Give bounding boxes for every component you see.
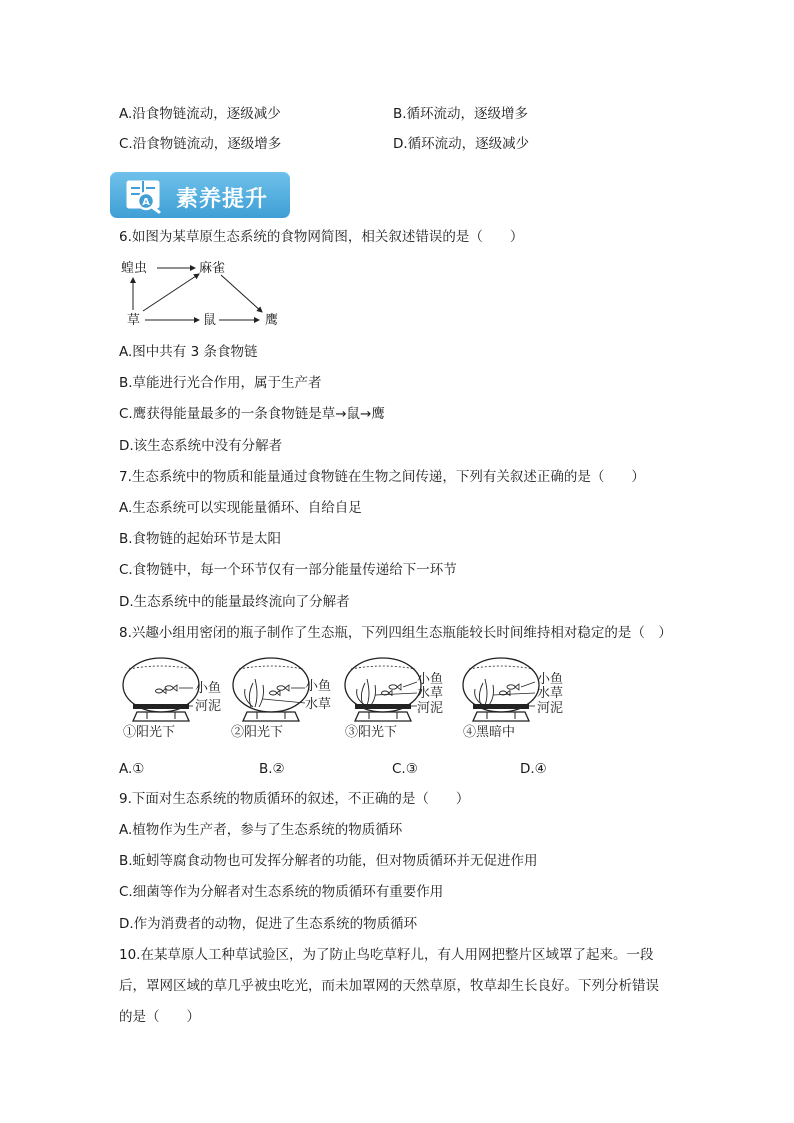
node-grass: 草 [127, 313, 141, 328]
fish-icon [277, 685, 289, 691]
q5-option-c: C.沿食物链流动，逐级增多 [119, 136, 282, 152]
q6-option-b: B.草能进行光合作用，属于生产者 [119, 375, 322, 391]
mud-layer [355, 704, 411, 709]
mud-layer [473, 704, 529, 709]
node-locust: 蝗虫 [121, 261, 148, 276]
q6-stem: 6.如图为某草原生态系统的食物网简图，相关叙述错误的是（ ） [119, 229, 524, 245]
fish-icon [270, 691, 281, 696]
bottle-4 [459, 655, 544, 723]
q7-option-a: A.生态系统可以实现能量循环、自给自足 [119, 500, 362, 516]
arrow-grass-sparrow [143, 274, 199, 311]
arrow-sparrow-eagle [221, 275, 262, 312]
bottle-1-label-fish: 小鱼 [195, 681, 222, 696]
mud-layer [133, 704, 189, 709]
bottle-3-label-fish: 小鱼 [417, 672, 444, 687]
bottle-2 [229, 655, 314, 723]
q10-line-3: 的是（ ） [119, 1009, 200, 1025]
bottle-1-caption: ①阳光下 [123, 725, 176, 740]
bottle-2-caption: ②阳光下 [231, 725, 284, 740]
waterweed-icon [475, 679, 494, 705]
node-eagle: 鹰 [265, 313, 279, 328]
q6-option-c: C.鹰获得能量最多的一条食物链是草→鼠→鹰 [119, 406, 385, 422]
q9-option-d: D.作为消费者的动物，促进了生态系统的物质循环 [119, 916, 418, 932]
q9-stem: 9.下面对生态系统的物质循环的叙述，不正确的是（ ） [119, 791, 470, 807]
q8-stem: 8.兴趣小组用密闭的瓶子制作了生态瓶，下列四组生态瓶能较长时间维持相对稳定的是（ ） [119, 625, 672, 641]
q7-option-d: D.生态系统中的能量最终流向了分解者 [119, 594, 350, 610]
bottle-3-label-weed: 水草 [417, 686, 444, 701]
bottle-1 [119, 655, 204, 723]
q5-option-b: B.循环流动，逐级增多 [393, 106, 529, 122]
bottle-3-label-mud: 河泥 [417, 701, 444, 716]
q7-option-b: B.食物链的起始环节是太阳 [119, 531, 282, 547]
q9-option-c: C.细菌等作为分解者对生态系统的物质循环有重要作用 [119, 884, 444, 900]
q8-option-a: A.① [119, 761, 145, 777]
banner-title: 素养提升 [176, 187, 269, 212]
q5-option-d: D.循环流动，逐级减少 [393, 136, 530, 152]
book-magnifier-icon [124, 178, 166, 214]
q8-option-d: D.④ [520, 761, 547, 777]
bottle-4-label-fish: 小鱼 [537, 672, 564, 687]
q9-option-a: A.植物作为生产者，参与了生态系统的物质循环 [119, 822, 403, 838]
waterweed-icon [357, 679, 376, 705]
q6-option-d: D.该生态系统中没有分解者 [119, 438, 283, 454]
node-sparrow: 麻雀 [199, 261, 226, 276]
icon-letter: A [142, 197, 150, 208]
bottle-2-label-fish: 小鱼 [305, 679, 332, 694]
eco-bottles-figure [119, 655, 579, 745]
q8-option-b: B.② [259, 761, 285, 777]
fish-icon [165, 685, 177, 691]
food-web-diagram [119, 258, 299, 330]
waterweed-icon [245, 679, 264, 707]
q8-option-c: C.③ [392, 761, 418, 777]
bottle-4-caption: ④黑暗中 [463, 725, 516, 740]
q7-stem: 7.生态系统中的物质和能量通过食物链在生物之间传递，下列有关叙述正确的是（ ） [119, 469, 645, 485]
bottle-1-label-mud: 河泥 [195, 699, 222, 714]
bottle-3-caption: ③阳光下 [345, 725, 398, 740]
bottle-4-label-mud: 河泥 [537, 701, 564, 716]
q6-option-a: A.图中共有 3 条食物链 [119, 344, 258, 360]
section-banner [110, 172, 290, 218]
q7-option-c: C.食物链中，每一个环节仅有一部分能量传递给下一环节 [119, 562, 457, 578]
fish-icon [389, 684, 401, 690]
bottle-3 [341, 655, 426, 723]
fish-icon [156, 689, 167, 694]
fish-icon [507, 684, 519, 690]
bottle-4-label-weed: 水草 [537, 686, 564, 701]
q10-line-2: 后，罩网区域的草几乎被虫吃光，而未加罩网的天然草原，牧草却生长良好。下列分析错误 [119, 978, 659, 994]
node-mouse: 鼠 [203, 313, 217, 328]
q10-line-1: 10.在某草原人工种草试验区，为了防止鸟吃草籽儿，有人用网把整片区域罩了起来。一段 [119, 947, 654, 963]
q9-option-b: B.蚯蚓等腐食动物也可发挥分解者的功能，但对物质循环并无促进作用 [119, 853, 538, 869]
q5-option-a: A.沿食物链流动，逐级减少 [119, 106, 281, 122]
bottle-2-label-weed: 水草 [305, 697, 332, 712]
